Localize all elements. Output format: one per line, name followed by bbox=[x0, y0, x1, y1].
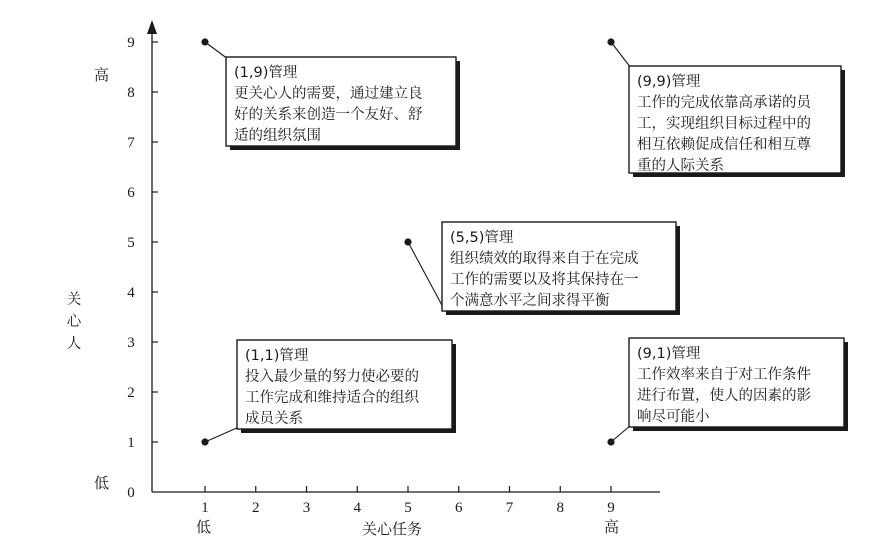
y-tick-label: 1 bbox=[127, 435, 135, 451]
x-high-label: 高 bbox=[604, 518, 620, 536]
y-tick-label: 6 bbox=[127, 185, 135, 201]
y-tick-label: 8 bbox=[127, 85, 135, 101]
callout-line: 相互依赖促成信任和相互尊 bbox=[637, 137, 811, 153]
callout-leader bbox=[611, 425, 631, 442]
callout-line: 工作的完成依靠高承诺的员 bbox=[637, 95, 811, 111]
callout-line: 更关心人的需要，通过建立良 bbox=[234, 86, 423, 102]
data-point bbox=[607, 438, 614, 445]
y-low-label: 低 bbox=[94, 474, 110, 492]
callout-line: 重的人际关系 bbox=[637, 158, 724, 174]
callout-line: 好的关系来创造一个友好、舒 bbox=[234, 107, 423, 123]
callout-line: 成员关系 bbox=[245, 411, 303, 427]
y-axis-arrow bbox=[147, 20, 157, 34]
x-tick-label: 3 bbox=[302, 500, 311, 516]
callout-line: 投入最少量的努力使必要的 bbox=[245, 369, 419, 385]
callout-line: 组织绩效的取得来自于在完成 bbox=[450, 251, 639, 267]
callout-line: 个满意水平之间求得平衡 bbox=[450, 293, 610, 309]
data-point bbox=[201, 38, 208, 45]
callout-title: (1,9)管理 bbox=[234, 65, 298, 81]
x-tick-label: 7 bbox=[505, 500, 514, 516]
callout-line: 工作效率来自于对工作条件 bbox=[637, 367, 811, 383]
y-ticks bbox=[127, 35, 158, 501]
x-tick-label: 9 bbox=[607, 500, 615, 516]
callout-line: 工，实现组织目标过程中的 bbox=[637, 116, 811, 132]
data-point bbox=[404, 238, 411, 245]
x-tick-label: 1 bbox=[201, 500, 209, 516]
y-tick-label: 4 bbox=[127, 285, 135, 301]
callout-line: 适的组织氛围 bbox=[234, 128, 321, 144]
callout-line: 进行布置，使人的因素的影 bbox=[637, 388, 811, 404]
callout-title: (1,1)管理 bbox=[245, 348, 309, 364]
callout-title: (9,1)管理 bbox=[637, 346, 701, 362]
callout-line: 工作完成和维持适合的组织 bbox=[245, 390, 419, 406]
y-tick-label: 2 bbox=[127, 385, 135, 401]
x-tick-label: 2 bbox=[252, 500, 260, 516]
y-tick-label: 7 bbox=[127, 135, 135, 151]
x-tick-label: 6 bbox=[455, 500, 463, 516]
callout-line: 响尽可能小 bbox=[637, 409, 710, 425]
y-high-label: 高 bbox=[94, 66, 110, 84]
y-axis-title: 关心人 bbox=[66, 292, 82, 352]
callout-line: 工作的需要以及将其保持在一 bbox=[450, 272, 639, 288]
x-tick-label: 4 bbox=[353, 500, 361, 516]
x-tick-label: 5 bbox=[404, 500, 412, 516]
callout-leader bbox=[205, 427, 239, 442]
callout-leader bbox=[408, 242, 444, 309]
y-tick-label: 0 bbox=[127, 485, 135, 501]
x-axis-title: 关心任务 bbox=[362, 520, 423, 538]
x-ticks bbox=[201, 486, 615, 516]
x-low-label: 低 bbox=[196, 518, 212, 536]
y-tick-label: 3 bbox=[127, 335, 135, 351]
y-tick-label: 9 bbox=[127, 35, 135, 51]
callout-leader bbox=[611, 42, 631, 68]
callout-leader bbox=[205, 42, 228, 59]
callout-title: (5,5)管理 bbox=[450, 230, 514, 246]
data-point bbox=[201, 438, 208, 445]
x-tick-label: 8 bbox=[556, 500, 564, 516]
callout-title: (9,9)管理 bbox=[637, 74, 701, 90]
data-point bbox=[607, 38, 614, 45]
callouts bbox=[201, 38, 848, 445]
y-tick-label: 5 bbox=[127, 235, 135, 251]
